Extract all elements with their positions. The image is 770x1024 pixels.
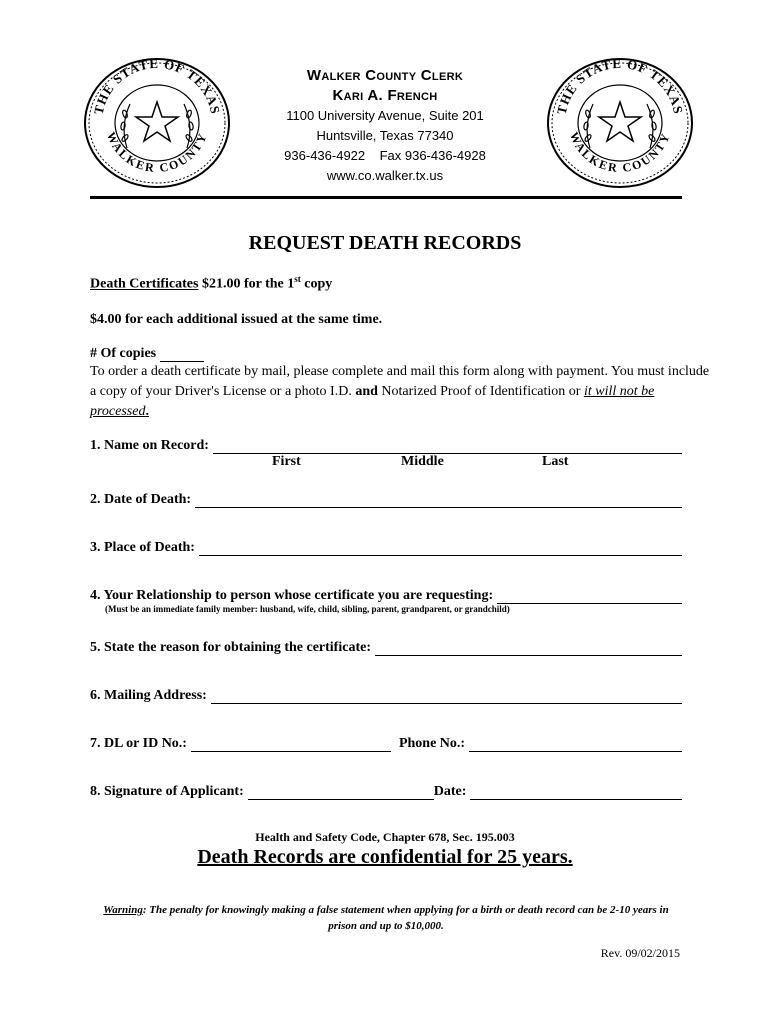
svg-text:WALKER COUNTY (567, 130, 673, 175)
last-name-label: Last (542, 454, 569, 469)
reason-label: 5. State the reason for obtaining the certificate: (90, 640, 371, 655)
additional-fee: $4.00 for each additional issued at the same time. (90, 312, 383, 327)
date-of-death-label: 2. Date of Death: (90, 492, 192, 507)
revision-date: Rev. 09/02/2015 (600, 946, 680, 960)
address-line-1: 1100 University Avenue, Suite 201 (286, 108, 484, 123)
svg-text:WALKER COUNTY (104, 130, 210, 175)
relationship-label: 4. Your Relationship to person whose certificate you are requesting: (90, 588, 494, 603)
reason-input[interactable] (375, 641, 682, 656)
place-of-death-input[interactable] (199, 541, 682, 556)
county-seal-left (82, 56, 232, 190)
name-on-record-row (90, 434, 682, 454)
wreath-icon (120, 104, 193, 148)
place-of-death-label: 3. Place of Death: (90, 540, 195, 555)
first-name-label: First (272, 454, 301, 469)
warning-notice (90, 902, 682, 934)
mailing-address-row (90, 684, 682, 704)
mailing-address-label: 6. Mailing Address: (90, 688, 207, 703)
phone-label: Phone No.: (398, 736, 466, 751)
copies-line (90, 346, 204, 362)
star-icon (599, 102, 641, 141)
dl-id-label: 7. DL or ID No.: (90, 736, 187, 751)
phone-fax: 936-436-4922 Fax 936-436-4928 (284, 148, 486, 163)
reason-row (90, 636, 682, 656)
instructions-text-2: Notarized Proof of Identification or (377, 384, 584, 399)
form-title: REQUEST DEATH RECORDS (248, 232, 522, 254)
seal-top-text: THE STATE OF TEXAS (90, 56, 224, 116)
header-divider (90, 196, 682, 199)
date-of-death-row (90, 488, 682, 508)
relationship-note: (Must be an immediate family member: husband, wife, child, sibling, parent, grandparent, or grandchild) (105, 604, 510, 614)
warning-text: : The penalty for knowingly making a false statement when applying for a birth or death record can be 2-10 years in prison and up to $10,000. (142, 904, 669, 932)
mailing-address-input[interactable] (211, 689, 682, 704)
wreath-icon (583, 104, 656, 148)
instructions-bold: and (355, 384, 378, 399)
name-on-record-input[interactable] (213, 439, 682, 454)
seal-bottom-text: WALKER COUNTY (103, 129, 211, 176)
instructions-emphasis: it will not be processed (90, 384, 655, 419)
signature-input[interactable] (248, 785, 434, 800)
warning-label: Warning (103, 904, 143, 916)
website: www.co.walker.tx.us (326, 168, 444, 183)
place-of-death-row (90, 536, 682, 556)
signature-date-label: Date: (433, 784, 467, 799)
fee-line (90, 274, 332, 293)
clerk-header (250, 66, 520, 186)
signature-label: 8. Signature of Applicant: (90, 784, 244, 799)
statute-reference: Health and Safety Code, Chapter 678, Sec. 195.003 (255, 830, 515, 844)
relationship-input[interactable] (497, 589, 682, 604)
date-of-death-input[interactable] (195, 493, 682, 508)
name-on-record-label: 1. Name on Record: (90, 438, 209, 453)
phone-input[interactable] (469, 737, 682, 752)
instructions-text-1: To order a death certificate by mail, please complete and mail this form along with payment. You must include a copy of your Driver's License or a photo I.D. (90, 364, 710, 399)
seal-bottom-text: WALKER COUNTY (566, 129, 674, 176)
middle-name-label: Middle (401, 454, 444, 469)
dl-id-input[interactable] (191, 737, 391, 752)
fee-price-post: copy (300, 276, 333, 292)
svg-text:THE STATE OF TEXAS (91, 56, 224, 116)
fee-label: Death Certificates (90, 276, 199, 292)
county-seal-right (545, 56, 695, 190)
clerk-name: Kari A. French (332, 87, 438, 104)
signature-date-input[interactable] (470, 785, 682, 800)
seal-top-text: THE STATE OF TEXAS (553, 56, 687, 116)
confidential-notice: Death Records are confidential for 25 years. (197, 846, 573, 868)
svg-text:THE STATE OF TEXAS (554, 56, 687, 116)
copies-input[interactable] (160, 347, 204, 362)
dl-phone-row (90, 732, 682, 752)
signature-row (90, 780, 682, 800)
instructions (90, 362, 715, 422)
fee-price-pre: $21.00 for the 1 (198, 276, 295, 292)
relationship-row (90, 584, 682, 604)
copies-label: # Of copies (90, 346, 157, 361)
clerk-title: Walker County Clerk (306, 67, 464, 84)
instructions-end: . (145, 404, 149, 419)
fee-ordinal: st (294, 274, 301, 284)
star-icon (136, 102, 178, 141)
address-line-2: Huntsville, Texas 77340 (316, 128, 454, 143)
